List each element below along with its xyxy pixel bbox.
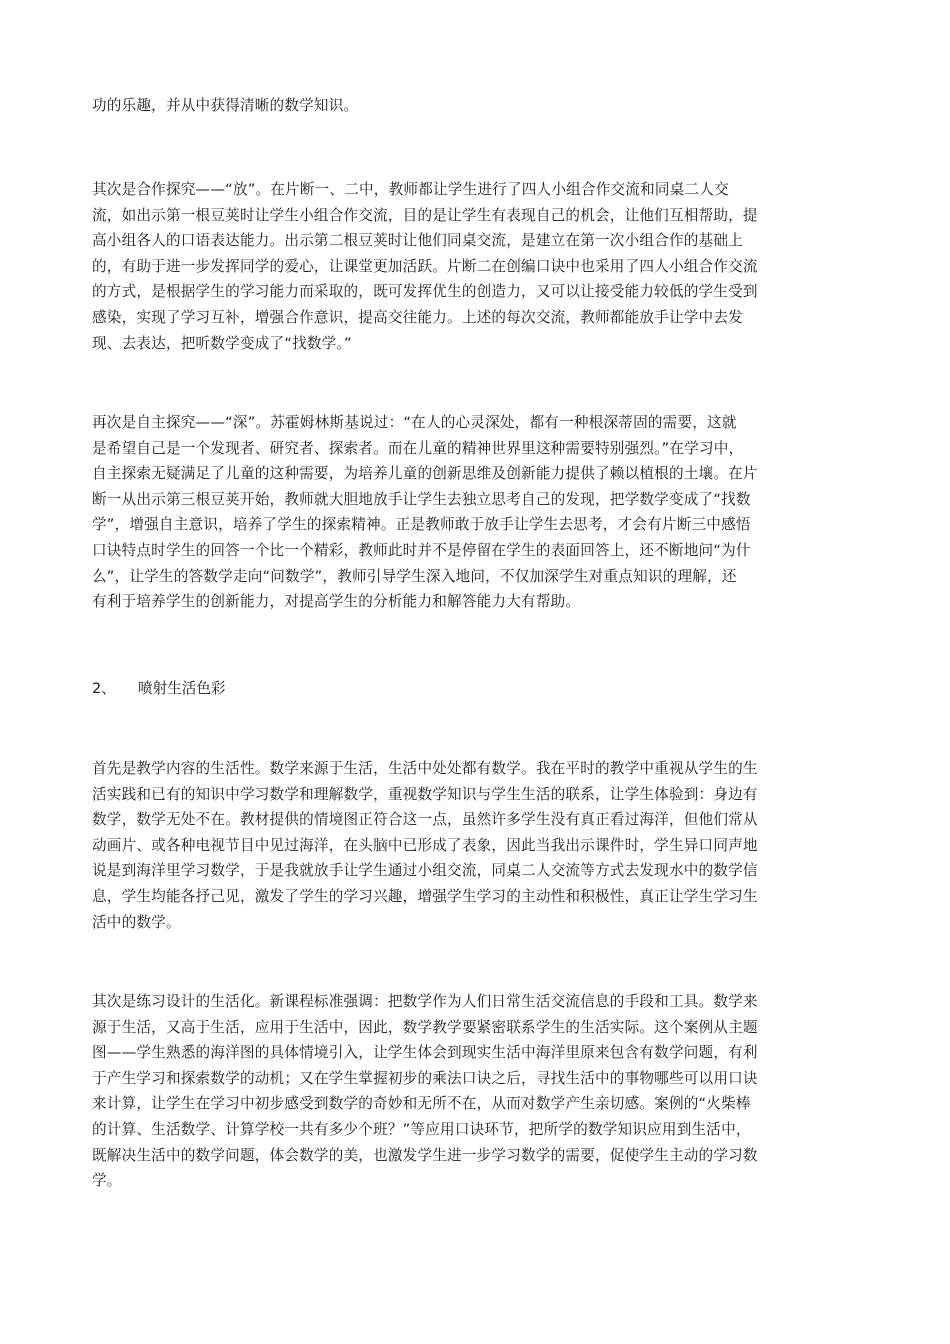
paragraph-life-exercises: 其次是练习设计的生活化。新课程标准强调：把数学作为人们日常生活交流信息的手段和工具。数学来 源于生活，又高于生活，应用于生活中，因此，数学教学要紧密联系学生的生活实际。这个案例从主题 图——学生熟悉的海洋图的具体情境引入，让学生体会到现实生活中海洋里原来包含有数学问题，有利 于产生学习和探索数学的动机；又在学生掌握初步的乘法口诀之后，寻找生活中的事物哪些可以用口诀 来计算，让学生在学习中初步感受到数学的奇妙和无所不在，从而对数学产生亲切感。案例的“火柴棒 的计算、生活数学、计算学校一共有多少个班？”等应用口诀环节，把所学的数学知识应用到生活中， 既解决生活中的数学问题，体会数学的美，也激发学生进一步学习数学的需要，促使学生主动的学习数 学。 xyxy=(92,993,758,1190)
paragraph-cooperative-inquiry: 其次是合作探究——“放”。在片断一、二中，教师都让学生进行了四人小组合作交流和同桌二人交 流，如出示第一根豆荚时让学生小组合作交流，目的是让学生有表现自己的机会，让他们互相帮助，提 高小组各人的口语表达能力。出示第二根豆荚时让他们同桌交流，是建立在第一次小组合作的基础上 的，有助于进一步发挥同学的爱心，让课堂更加活跃。片断二在创编口诀中也采用了四人小组合作交流 的方式，是根据学生的学习能力而采取的，既可发挥优生的创造力，又可以让接受能力较低的学生受到 感染，实现了学习互补，增强合作意识，提高交往能力。上述的每次交流，教师都能放手让学中去发 现、去表达，把听数学变成了“找数学。” xyxy=(92,181,758,352)
section-heading xyxy=(92,676,226,702)
paragraph-independent-inquiry: 再次是自主探究——“深”。苏霍姆林斯基说过：“在人的心灵深处，都有一种根深蒂固的需要，这就 是希望自己是一个发现者、研究者、探索者。而在儿童的精神世界里这种需要特别强烈。”在学习中， 自主探索无疑满足了儿童的这种需要，为培养儿童的创新思维及创新能力提供了赖以植根的土壤。在片 断一从出示第三根豆荚开始，教师就大胆地放手让学生去独立思考自己的发现，把学数学变成了“找数 学”，增强自主意识，培养了学生的探索精神。正是教师敢于放手让学生去思考，才会有片断三中感悟 口诀特点时学生的回答一个比一个精彩，教师此时并不是停留在学生的表面回答上，还不断地问“为什 么”，让学生的答数学走向“问数学”，教师引导学生深入地问，不仅加深学生对重点知识的理解，还 有利于培养学生的创新能力，对提高学生的分析能力和解答能力大有帮助。 xyxy=(92,414,758,611)
paragraph-intro-ending: 功的乐趣，并从中获得清晰的数学知识。 xyxy=(92,97,359,114)
paragraph-life-content: 首先是教学内容的生活性。数学来源于生活，生活中处处都有数学。我在平时的教学中重视从学生的生 活实践和已有的知识中学习数学和理解数学，重视数学知识与学生生活的联系，让学生体验到：身边有 数学，数学无处不在。教材提供的情境图正符合这一点，虽然许多学生没有真正看过海洋，但他们常从 动画片、或各种电视节目中见过海洋，在头脑中已形成了表象，因此当我出示课件时，学生异口同声地 说是到海洋里学习数学，于是我就放手让学生通过小组交流，同桌二人交流等方式去发现水中的数学信 息，学生均能各抒己见，激发了学生的学习兴趣，增强学生学习的主动性和积极性，真正让学生学习生 活中的数学。 xyxy=(92,760,758,931)
section-number: 2、 xyxy=(92,680,116,697)
section-title: 喷射生活色彩 xyxy=(138,680,226,697)
